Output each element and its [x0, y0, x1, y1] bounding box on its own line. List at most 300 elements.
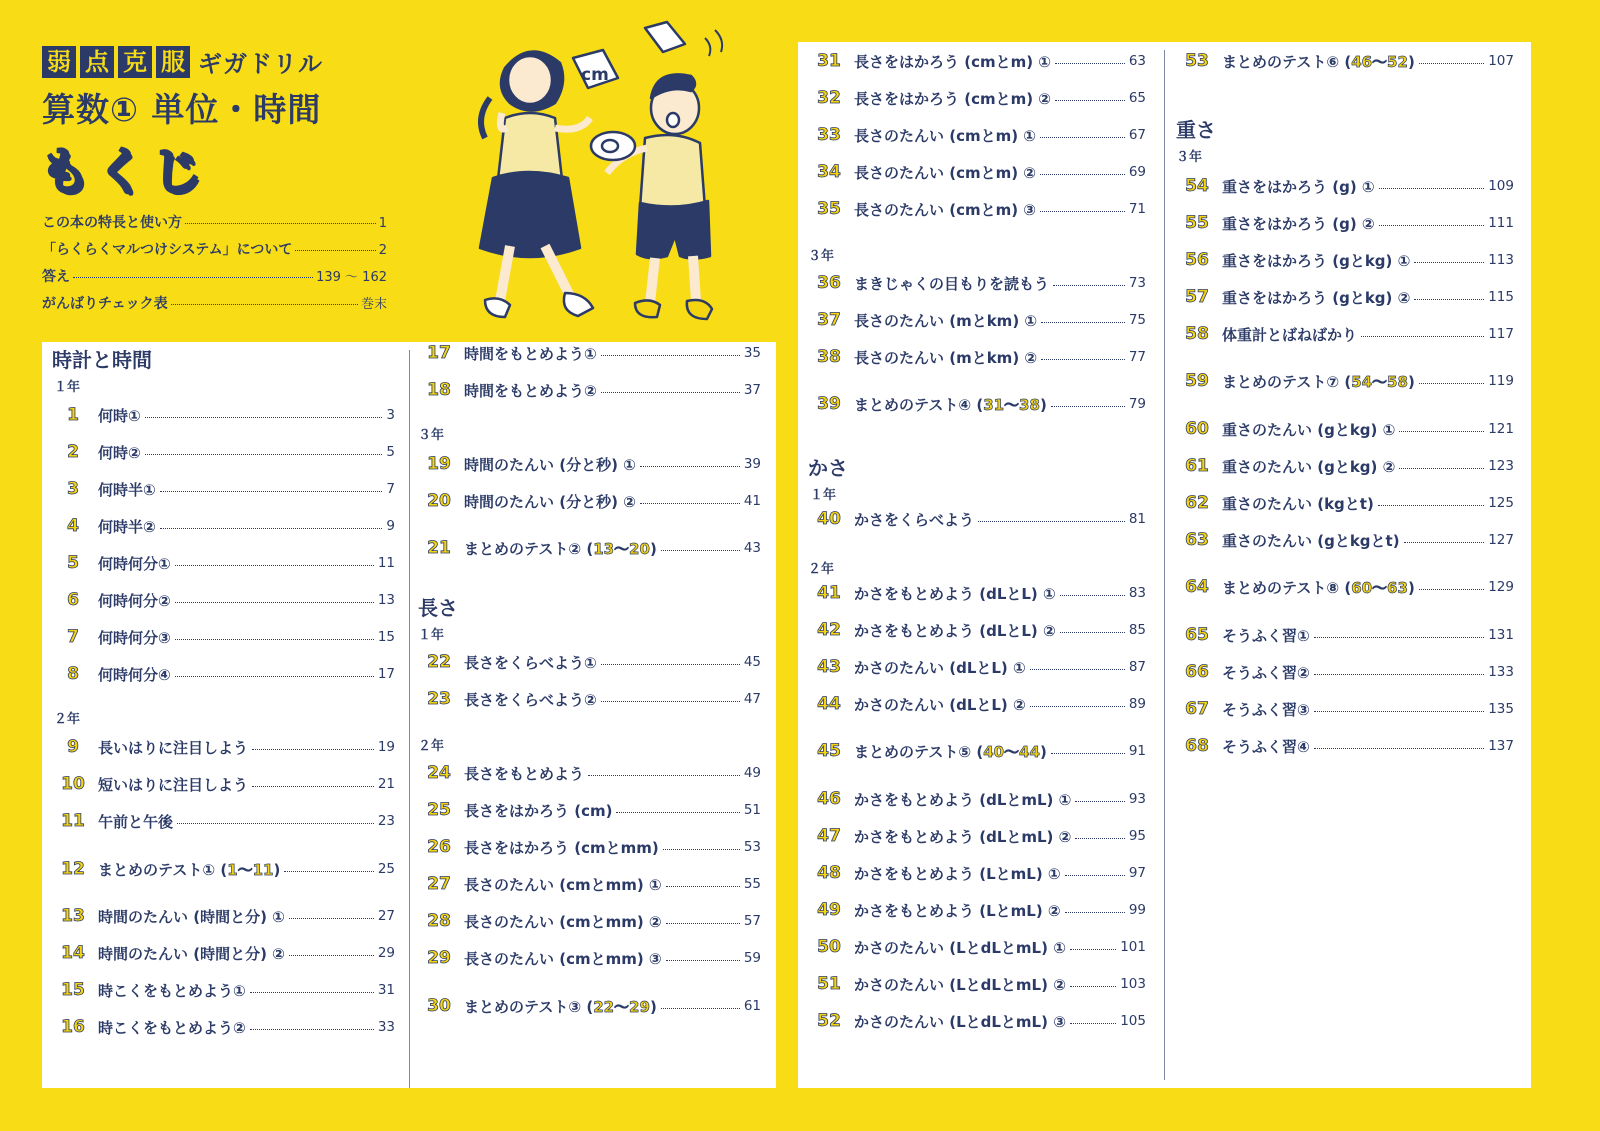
leader-dots: [1055, 100, 1125, 101]
toc-entry-number: 34: [817, 162, 841, 182]
toc-entry-number: 38: [817, 347, 841, 367]
toc-entry-page: 17: [377, 666, 395, 682]
toc-entry-page: 107: [1488, 53, 1514, 69]
toc-entry-number: 1: [67, 405, 79, 425]
toc-entry-page: 49: [743, 765, 761, 781]
toc-entry-number: 58: [1185, 324, 1209, 344]
toc-entry-paren: ): [1407, 372, 1415, 391]
toc-entry-title: [854, 88, 1051, 109]
toc-entry[interactable]: [50, 626, 395, 648]
toc-entry-title: [98, 774, 248, 795]
toc-entry-title-text: 重さのたんい (gとkg) ①: [1222, 420, 1396, 439]
leader-dots: [1060, 632, 1125, 633]
toc-entry-page: 25: [377, 861, 395, 877]
toc-entry-title-text: まとめのテスト⑥ (: [1222, 52, 1352, 71]
leader-dots: [73, 277, 313, 278]
toc-entry-page: 95: [1128, 828, 1146, 844]
leader-dots: [1379, 225, 1485, 226]
toc-entry[interactable]: [806, 1010, 1146, 1032]
leader-dots: [978, 521, 1125, 522]
leader-dots: [185, 223, 376, 224]
section-title: かさ: [808, 456, 848, 480]
toc-entry-title-text: 何時半②: [98, 517, 156, 536]
series-name: ギガドリル: [198, 50, 323, 78]
toc-entry-title-text: 長さのたんい (mとkm) ①: [854, 311, 1038, 330]
intro-item-page: 2: [378, 243, 387, 258]
leader-dots: [1070, 986, 1116, 987]
toc-entry-title: [1222, 456, 1395, 477]
toc-entry-title: [98, 479, 156, 500]
toc-entry-title: [854, 51, 1051, 72]
leader-dots: [1419, 589, 1484, 590]
toc-entry[interactable]: [50, 810, 395, 832]
toc-entry-page: 29: [377, 945, 395, 961]
toc-entry-page: 83: [1128, 585, 1146, 601]
toc-entry-page: 117: [1488, 326, 1514, 342]
toc-entry[interactable]: [50, 478, 395, 500]
toc-entry-number: 19: [427, 454, 451, 474]
toc-entry[interactable]: [416, 995, 761, 1017]
toc-entry[interactable]: [1174, 50, 1514, 72]
toc-entry-title: [1222, 736, 1310, 757]
book-subtitle: 算数① 単位・時間: [42, 90, 322, 129]
column-divider: [1164, 50, 1165, 1080]
toc-entry-number: 45: [817, 741, 841, 761]
leader-dots: [661, 1008, 740, 1009]
leader-dots: [250, 992, 374, 993]
leader-dots: [1040, 137, 1125, 138]
toc-entry[interactable]: [806, 693, 1146, 715]
toc-entry[interactable]: [416, 651, 761, 673]
toc-entry[interactable]: [806, 825, 1146, 847]
toc-entry-title-text: 何時何分①: [98, 554, 171, 573]
grade-label: １年: [54, 380, 81, 395]
intro-list: [42, 212, 387, 320]
toc-entry[interactable]: [50, 905, 395, 927]
toc-entry[interactable]: [50, 404, 395, 426]
leader-dots: [1070, 949, 1116, 950]
toc-entry-page: 89: [1128, 696, 1146, 712]
intro-item-page: 巻末: [360, 297, 387, 312]
toc-entry-title: [1222, 577, 1415, 598]
toc-entry-page: 123: [1488, 458, 1514, 474]
leader-dots: [1314, 674, 1485, 675]
toc-entry[interactable]: [806, 272, 1146, 294]
toc-entry-number: 67: [1185, 699, 1209, 719]
toc-entry-title: [464, 874, 662, 895]
toc-entry-title: [98, 906, 285, 927]
toc-entry-number: 2: [67, 442, 79, 462]
toc-entry[interactable]: [1174, 418, 1514, 440]
toc-entry[interactable]: [50, 736, 395, 758]
leader-dots: [175, 639, 374, 640]
toc-entry[interactable]: [806, 161, 1146, 183]
toc-entry-title: [464, 343, 597, 364]
leader-dots: [1041, 322, 1125, 323]
toc-entry-title: [854, 937, 1066, 958]
section-title: 長さ: [418, 596, 458, 620]
toc-entry-title-text: 時こくをもとめよう①: [98, 981, 246, 1000]
toc-entry-page: 5: [386, 444, 395, 460]
toc-entry-paren: ): [1407, 578, 1415, 597]
toc-entry-title: [854, 694, 1026, 715]
toc-entry-page: 39: [743, 456, 761, 472]
toc-entry-page: 59: [743, 950, 761, 966]
leader-dots: [666, 923, 740, 924]
toc-entry-range: 54～58: [1351, 372, 1408, 391]
toc-entry-number: 26: [427, 837, 451, 857]
toc-entry-range: 46～52: [1351, 52, 1408, 71]
leader-dots: [1361, 336, 1484, 337]
toc-entry-title-text: かさのたんい (LとdLとmL) ②: [854, 975, 1066, 994]
toc-entry[interactable]: [50, 773, 395, 795]
toc-entry-page: 131: [1488, 627, 1514, 643]
grade-label: ２年: [54, 712, 81, 727]
intro-item[interactable]: [42, 293, 387, 320]
toc-entry-title-text: 何時何分③: [98, 628, 171, 647]
toc-entry-number: 56: [1185, 250, 1209, 270]
toc-entry-title-text: 重さをはかろう (gとkg) ②: [1222, 288, 1411, 307]
toc-entry-title-text: 長いはりに注目しよう: [98, 738, 249, 757]
toc-entry[interactable]: [806, 87, 1146, 109]
toc-entry[interactable]: [1174, 455, 1514, 477]
toc-entry-title-text: 体重計とばねばかり: [1222, 325, 1358, 344]
toc-entry-page: 15: [377, 629, 395, 645]
toc-entry-number: 68: [1185, 736, 1209, 756]
toc-entry-range: 40～44: [983, 742, 1040, 761]
toc-entry-title-text: かさのたんい (LとdLとmL) ③: [854, 1012, 1066, 1031]
toc-entry-title: [854, 900, 1061, 921]
toc-entry-title-text: 時間をもとめよう①: [464, 344, 597, 363]
toc-entry-page: 81: [1128, 511, 1146, 527]
toc-entry-page: 35: [743, 345, 761, 361]
toc-entry-page: 93: [1128, 791, 1146, 807]
toc-entry-title-text: 時間のたんい (時間と分) ②: [98, 944, 285, 963]
toc-entry[interactable]: [416, 379, 761, 401]
toc-entry-number: 60: [1185, 419, 1209, 439]
toc-entry-number: 5: [67, 553, 79, 573]
leader-dots: [1314, 748, 1485, 749]
page-title: もくじ: [40, 143, 208, 201]
toc-entry-page: 51: [743, 802, 761, 818]
toc-entry[interactable]: [416, 342, 761, 364]
toc-entry-page: 97: [1128, 865, 1146, 881]
column-divider: [409, 350, 410, 1088]
toc-entry-title: [854, 394, 1047, 415]
leader-dots: [1030, 669, 1125, 670]
toc-entry[interactable]: [1174, 286, 1514, 308]
toc-entry[interactable]: [806, 936, 1146, 958]
toc-entry[interactable]: [806, 656, 1146, 678]
toc-entry[interactable]: [1174, 735, 1514, 757]
toc-entry[interactable]: [1174, 249, 1514, 271]
toc-entry-paren: ): [273, 860, 281, 879]
toc-entry-title: [1222, 493, 1374, 514]
toc-panel-right: [798, 42, 1531, 1088]
toc-entry-title-text: まとめのテスト⑦ (: [1222, 372, 1352, 391]
intro-item-title: 答え: [42, 269, 70, 285]
toc-entry-title-text: かさのたんい (dLとL) ②: [854, 695, 1026, 714]
toc-entry-page: 33: [377, 1019, 395, 1035]
toc-entry-number: 46: [817, 789, 841, 809]
toc-entry-page: 9: [386, 518, 395, 534]
toc-entry-number: 18: [427, 380, 451, 400]
toc-entry-page: 41: [743, 493, 761, 509]
toc-entry-number: 52: [817, 1011, 841, 1031]
series-logo: [42, 44, 323, 79]
toc-entry-title-text: 長さをはかろう (cmとm) ②: [854, 89, 1052, 108]
toc-entry[interactable]: [416, 537, 761, 559]
toc-entry[interactable]: [50, 441, 395, 463]
toc-entry[interactable]: [50, 858, 395, 880]
toc-entry[interactable]: [1174, 175, 1514, 197]
toc-entry[interactable]: [416, 836, 761, 858]
toc-entry[interactable]: [1174, 576, 1514, 598]
toc-entry-page: 7: [386, 481, 395, 497]
toc-entry-title: [464, 948, 662, 969]
leader-dots: [160, 528, 383, 529]
intro-item[interactable]: [42, 212, 387, 239]
toc-entry[interactable]: [50, 942, 395, 964]
toc-entry[interactable]: [806, 346, 1146, 368]
toc-entry-title: [464, 538, 657, 559]
toc-entry[interactable]: [806, 862, 1146, 884]
toc-entry-title: [1222, 371, 1415, 392]
toc-entry-title: [854, 741, 1047, 762]
toc-entry-number: 43: [817, 657, 841, 677]
toc-entry-title-text: 長さをくらべよう①: [464, 653, 597, 672]
toc-entry-title-text: かさをもとめよう (dLとL) ②: [854, 621, 1056, 640]
toc-entry[interactable]: [50, 589, 395, 611]
toc-entry-page: 65: [1128, 90, 1146, 106]
leader-dots: [640, 503, 740, 504]
toc-entry-title-text: まとめのテスト⑤ (: [854, 742, 984, 761]
toc-entry-title: [854, 509, 974, 530]
toc-entry-page: 55: [743, 876, 761, 892]
toc-entry-title: [854, 125, 1036, 146]
toc-entry-number: 62: [1185, 493, 1209, 513]
toc-entry[interactable]: [50, 1016, 395, 1038]
toc-entry-page: 11: [377, 555, 395, 571]
toc-entry-number: 25: [427, 800, 451, 820]
toc-entry-title: [854, 974, 1066, 995]
toc-entry[interactable]: [416, 873, 761, 895]
toc-entry[interactable]: [806, 582, 1146, 604]
leader-dots: [1314, 711, 1485, 712]
toc-entry-number: 17: [427, 343, 451, 363]
toc-entry[interactable]: [806, 198, 1146, 220]
toc-entry-number: 22: [427, 652, 451, 672]
toc-entry[interactable]: [50, 663, 395, 685]
toc-entry[interactable]: [806, 788, 1146, 810]
toc-entry-page: 21: [377, 776, 395, 792]
toc-entry-title: [1222, 51, 1415, 72]
toc-entry-title-text: 重さをはかろう (g) ②: [1222, 214, 1375, 233]
toc-entry-number: 51: [817, 974, 841, 994]
toc-entry[interactable]: [1174, 212, 1514, 234]
toc-entry[interactable]: [416, 947, 761, 969]
leader-dots: [171, 304, 358, 305]
toc-entry[interactable]: [1174, 370, 1514, 392]
toc-entry-page: 53: [743, 839, 761, 855]
toc-entry[interactable]: [1174, 661, 1514, 683]
toc-entry-number: 53: [1185, 51, 1209, 71]
toc-entry[interactable]: [806, 50, 1146, 72]
toc-entry-number: 8: [67, 664, 79, 684]
leader-dots: [640, 466, 740, 467]
toc-entry-number: 42: [817, 620, 841, 640]
toc-entry-page: 121: [1488, 421, 1514, 437]
toc-entry[interactable]: [806, 740, 1146, 762]
toc-entry-title-text: 何時①: [98, 406, 141, 425]
toc-entry-title: [464, 380, 597, 401]
toc-entry-title: [98, 627, 171, 648]
toc-entry-title: [464, 652, 597, 673]
leader-dots: [1419, 383, 1484, 384]
toc-entry-title-text: 長さをはかろう (cmとmm): [464, 838, 659, 857]
leader-dots: [1414, 299, 1484, 300]
toc-entry-title: [98, 943, 285, 964]
toc-entry-title: [464, 689, 597, 710]
toc-entry-page: 19: [377, 739, 395, 755]
toc-entry[interactable]: [806, 619, 1146, 641]
leader-dots: [663, 849, 740, 850]
series-box: 克: [118, 46, 152, 78]
toc-entry-number: 10: [61, 774, 85, 794]
toc-entry-title-text: 長さのたんい (cmとmm) ②: [464, 912, 662, 931]
toc-entry-title-text: 時間のたんい (分と秒) ①: [464, 455, 636, 474]
leader-dots: [601, 664, 740, 665]
toc-entry-page: 99: [1128, 902, 1146, 918]
toc-entry-page: 133: [1488, 664, 1514, 680]
toc-entry-number: 54: [1185, 176, 1209, 196]
toc-entry-number: 40: [817, 509, 841, 529]
intro-item-title: がんばりチェック表: [42, 296, 168, 312]
toc-entry[interactable]: [50, 979, 395, 1001]
toc-entry-title-text: そうふく習④: [1222, 737, 1310, 756]
toc-entry[interactable]: [416, 762, 761, 784]
toc-entry-number: 47: [817, 826, 841, 846]
leader-dots: [601, 355, 740, 356]
leader-dots: [250, 1029, 374, 1030]
toc-entry-title-text: 長さをもとめよう: [464, 764, 585, 783]
toc-entry-title: [1222, 213, 1375, 234]
toc-entry-number: 16: [61, 1017, 85, 1037]
toc-entry-page: 61: [743, 998, 761, 1014]
toc-entry[interactable]: [806, 124, 1146, 146]
toc-entry-paren: ): [1407, 52, 1415, 71]
toc-entry-page: 45: [743, 654, 761, 670]
toc-entry[interactable]: [806, 393, 1146, 415]
toc-entry[interactable]: [416, 688, 761, 710]
toc-entry[interactable]: [806, 899, 1146, 921]
leader-dots: [1419, 63, 1484, 64]
toc-entry[interactable]: [1174, 529, 1514, 551]
toc-entry-page: 103: [1120, 976, 1146, 992]
toc-entry[interactable]: [806, 309, 1146, 331]
toc-entry[interactable]: [416, 799, 761, 821]
intro-item[interactable]: [42, 266, 387, 293]
toc-entry-title: [854, 310, 1037, 331]
toc-entry[interactable]: [1174, 492, 1514, 514]
toc-entry[interactable]: [1174, 323, 1514, 345]
toc-entry-title-text: 長さのたんい (cmとmm) ③: [464, 949, 662, 968]
toc-entry-number: 55: [1185, 213, 1209, 233]
toc-entry[interactable]: [1174, 698, 1514, 720]
toc-entry-title-text: かさのたんい (LとdLとmL) ①: [854, 938, 1066, 957]
toc-column-2: [416, 342, 776, 1088]
toc-entry-paren: ): [1039, 395, 1047, 414]
toc-entry-page: 71: [1128, 201, 1146, 217]
toc-entry[interactable]: [416, 910, 761, 932]
toc-entry-page: 77: [1128, 349, 1146, 365]
toc-entry-title: [98, 859, 280, 880]
toc-entry-title-text: 重さのたんい (gとkgとt): [1222, 531, 1400, 550]
toc-entry-number: 65: [1185, 625, 1209, 645]
toc-entry-page: 79: [1128, 396, 1146, 412]
toc-entry-title-text: 長さをくらべよう②: [464, 690, 597, 709]
toc-entry-title: [464, 454, 636, 475]
toc-entry-title-text: そうふく習③: [1222, 700, 1310, 719]
toc-entry-number: 66: [1185, 662, 1209, 682]
toc-entry-title: [464, 911, 662, 932]
toc-entry-number: 20: [427, 491, 451, 511]
leader-dots: [1065, 912, 1125, 913]
toc-entry-page: 91: [1128, 743, 1146, 759]
toc-entry-number: 14: [61, 943, 85, 963]
intro-item[interactable]: [42, 239, 387, 266]
toc-entry-title-text: かさのたんい (dLとL) ①: [854, 658, 1026, 677]
toc-entry[interactable]: [50, 515, 395, 537]
leader-dots: [1060, 595, 1125, 596]
intro-item-page: 1: [378, 216, 387, 231]
toc-column-4: [1170, 42, 1530, 1088]
toc-entry-title-text: 重さをはかろう (gとkg) ①: [1222, 251, 1411, 270]
leader-dots: [284, 871, 373, 872]
leader-dots: [1051, 753, 1125, 754]
toc-entry-title-text: 時間をもとめよう②: [464, 381, 597, 400]
grade-label: ３年: [808, 249, 835, 264]
toc-entry[interactable]: [50, 552, 395, 574]
toc-entry-paren: ): [1039, 742, 1047, 761]
toc-entry-title-text: かさをもとめよう (LとmL) ②: [854, 901, 1061, 920]
series-box: 点: [80, 46, 114, 78]
toc-entry-title: [1222, 287, 1410, 308]
leader-dots: [1414, 262, 1484, 263]
toc-entry[interactable]: [806, 973, 1146, 995]
toc-entry[interactable]: [416, 453, 761, 475]
toc-entry-title: [464, 996, 657, 1017]
toc-entry-page: 73: [1128, 275, 1146, 291]
toc-column-1: [42, 342, 402, 1088]
toc-entry-page: 27: [377, 908, 395, 924]
toc-panel-left: [42, 342, 776, 1088]
toc-entry-title: [1222, 419, 1395, 440]
toc-entry-title: [854, 162, 1036, 183]
toc-entry-title: [464, 800, 612, 821]
leader-dots: [616, 812, 739, 813]
toc-entry-page: 69: [1128, 164, 1146, 180]
toc-entry-page: 137: [1488, 738, 1514, 754]
toc-entry[interactable]: [416, 490, 761, 512]
toc-entry[interactable]: [806, 508, 1146, 530]
toc-entry-title: [854, 657, 1026, 678]
toc-entry-number: 39: [817, 394, 841, 414]
toc-entry-title: [1222, 530, 1400, 551]
leader-dots: [1040, 211, 1125, 212]
toc-entry-page: 113: [1488, 252, 1514, 268]
toc-entry[interactable]: [1174, 624, 1514, 646]
